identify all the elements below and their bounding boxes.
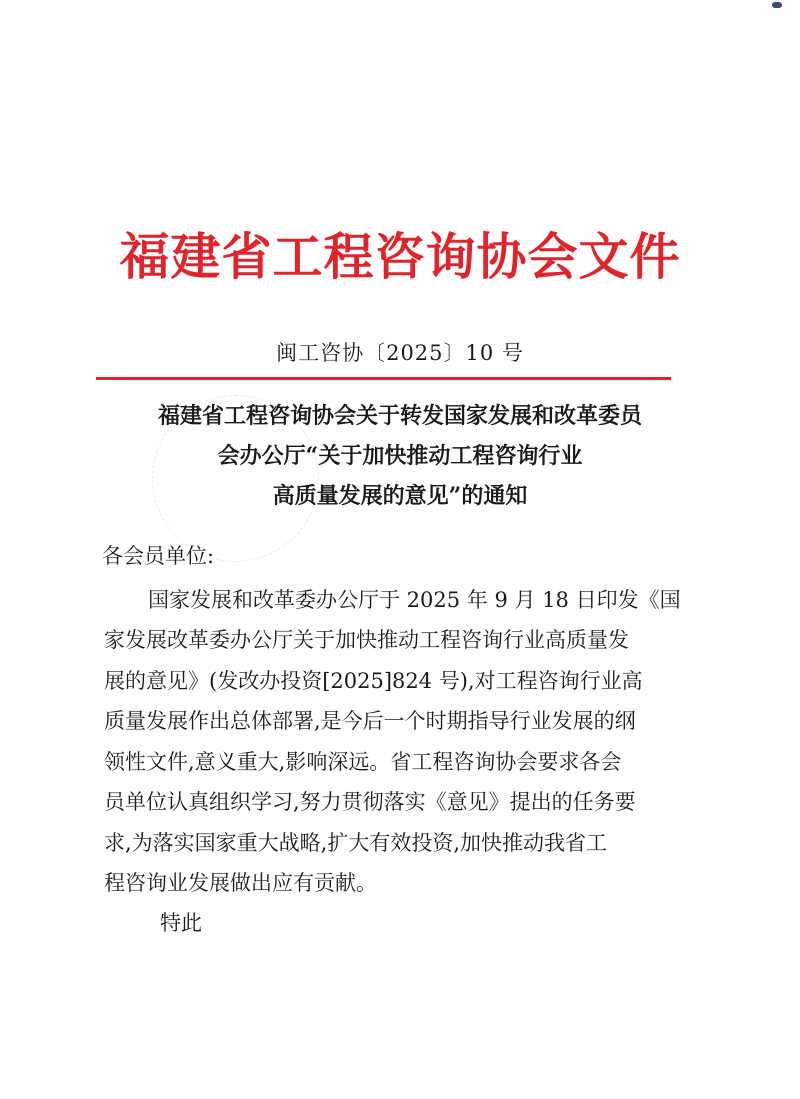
body-paragraph-line: 求,为落实国家重大战略,扩大有效投资,加快推动我省工	[104, 831, 608, 855]
notice-title-line: 高质量发展的意见”的通知	[272, 483, 528, 509]
body-paragraph-line: 展的意见》(发改办投资[2025]824 号),对工程咨询行业高	[104, 669, 643, 693]
body-paragraph-line: 国家发展和改革委办公厅于 2025 年 9 月 18 日印发《国	[148, 588, 681, 612]
document-number: 闽工咨协〔2025〕10 号	[276, 341, 524, 365]
notice-title-line: 福建省工程咨询协会关于转发国家发展和改革委员	[157, 403, 642, 429]
closing-phrase: 特此	[160, 911, 202, 935]
body-paragraph-line: 程咨询业发展做出应有贡献。	[104, 871, 377, 895]
body-paragraph-line: 领性文件,意义重大,影响深远。省工程咨询协会要求各会	[104, 750, 622, 774]
addressee: 各会员单位:	[102, 544, 215, 568]
header-red-divider	[96, 377, 671, 380]
notice-title	[80, 396, 720, 516]
body-paragraph-line: 质量发展作出总体部署,是今后一个时期指导行业发展的纲	[104, 709, 636, 733]
notice-title-line: 会办公厅“关于加快推动工程咨询行业	[217, 443, 583, 469]
org-header-title: 福建省工程咨询协会文件	[119, 227, 681, 286]
body-paragraph-line: 家发展改革委办公厅关于加快推动工程咨询行业高质量发	[104, 628, 629, 652]
body-paragraph-line: 员单位认真组织学习,努力贯彻落实《意见》提出的任务要	[104, 790, 636, 814]
scan-corner-mark	[772, 2, 782, 8]
